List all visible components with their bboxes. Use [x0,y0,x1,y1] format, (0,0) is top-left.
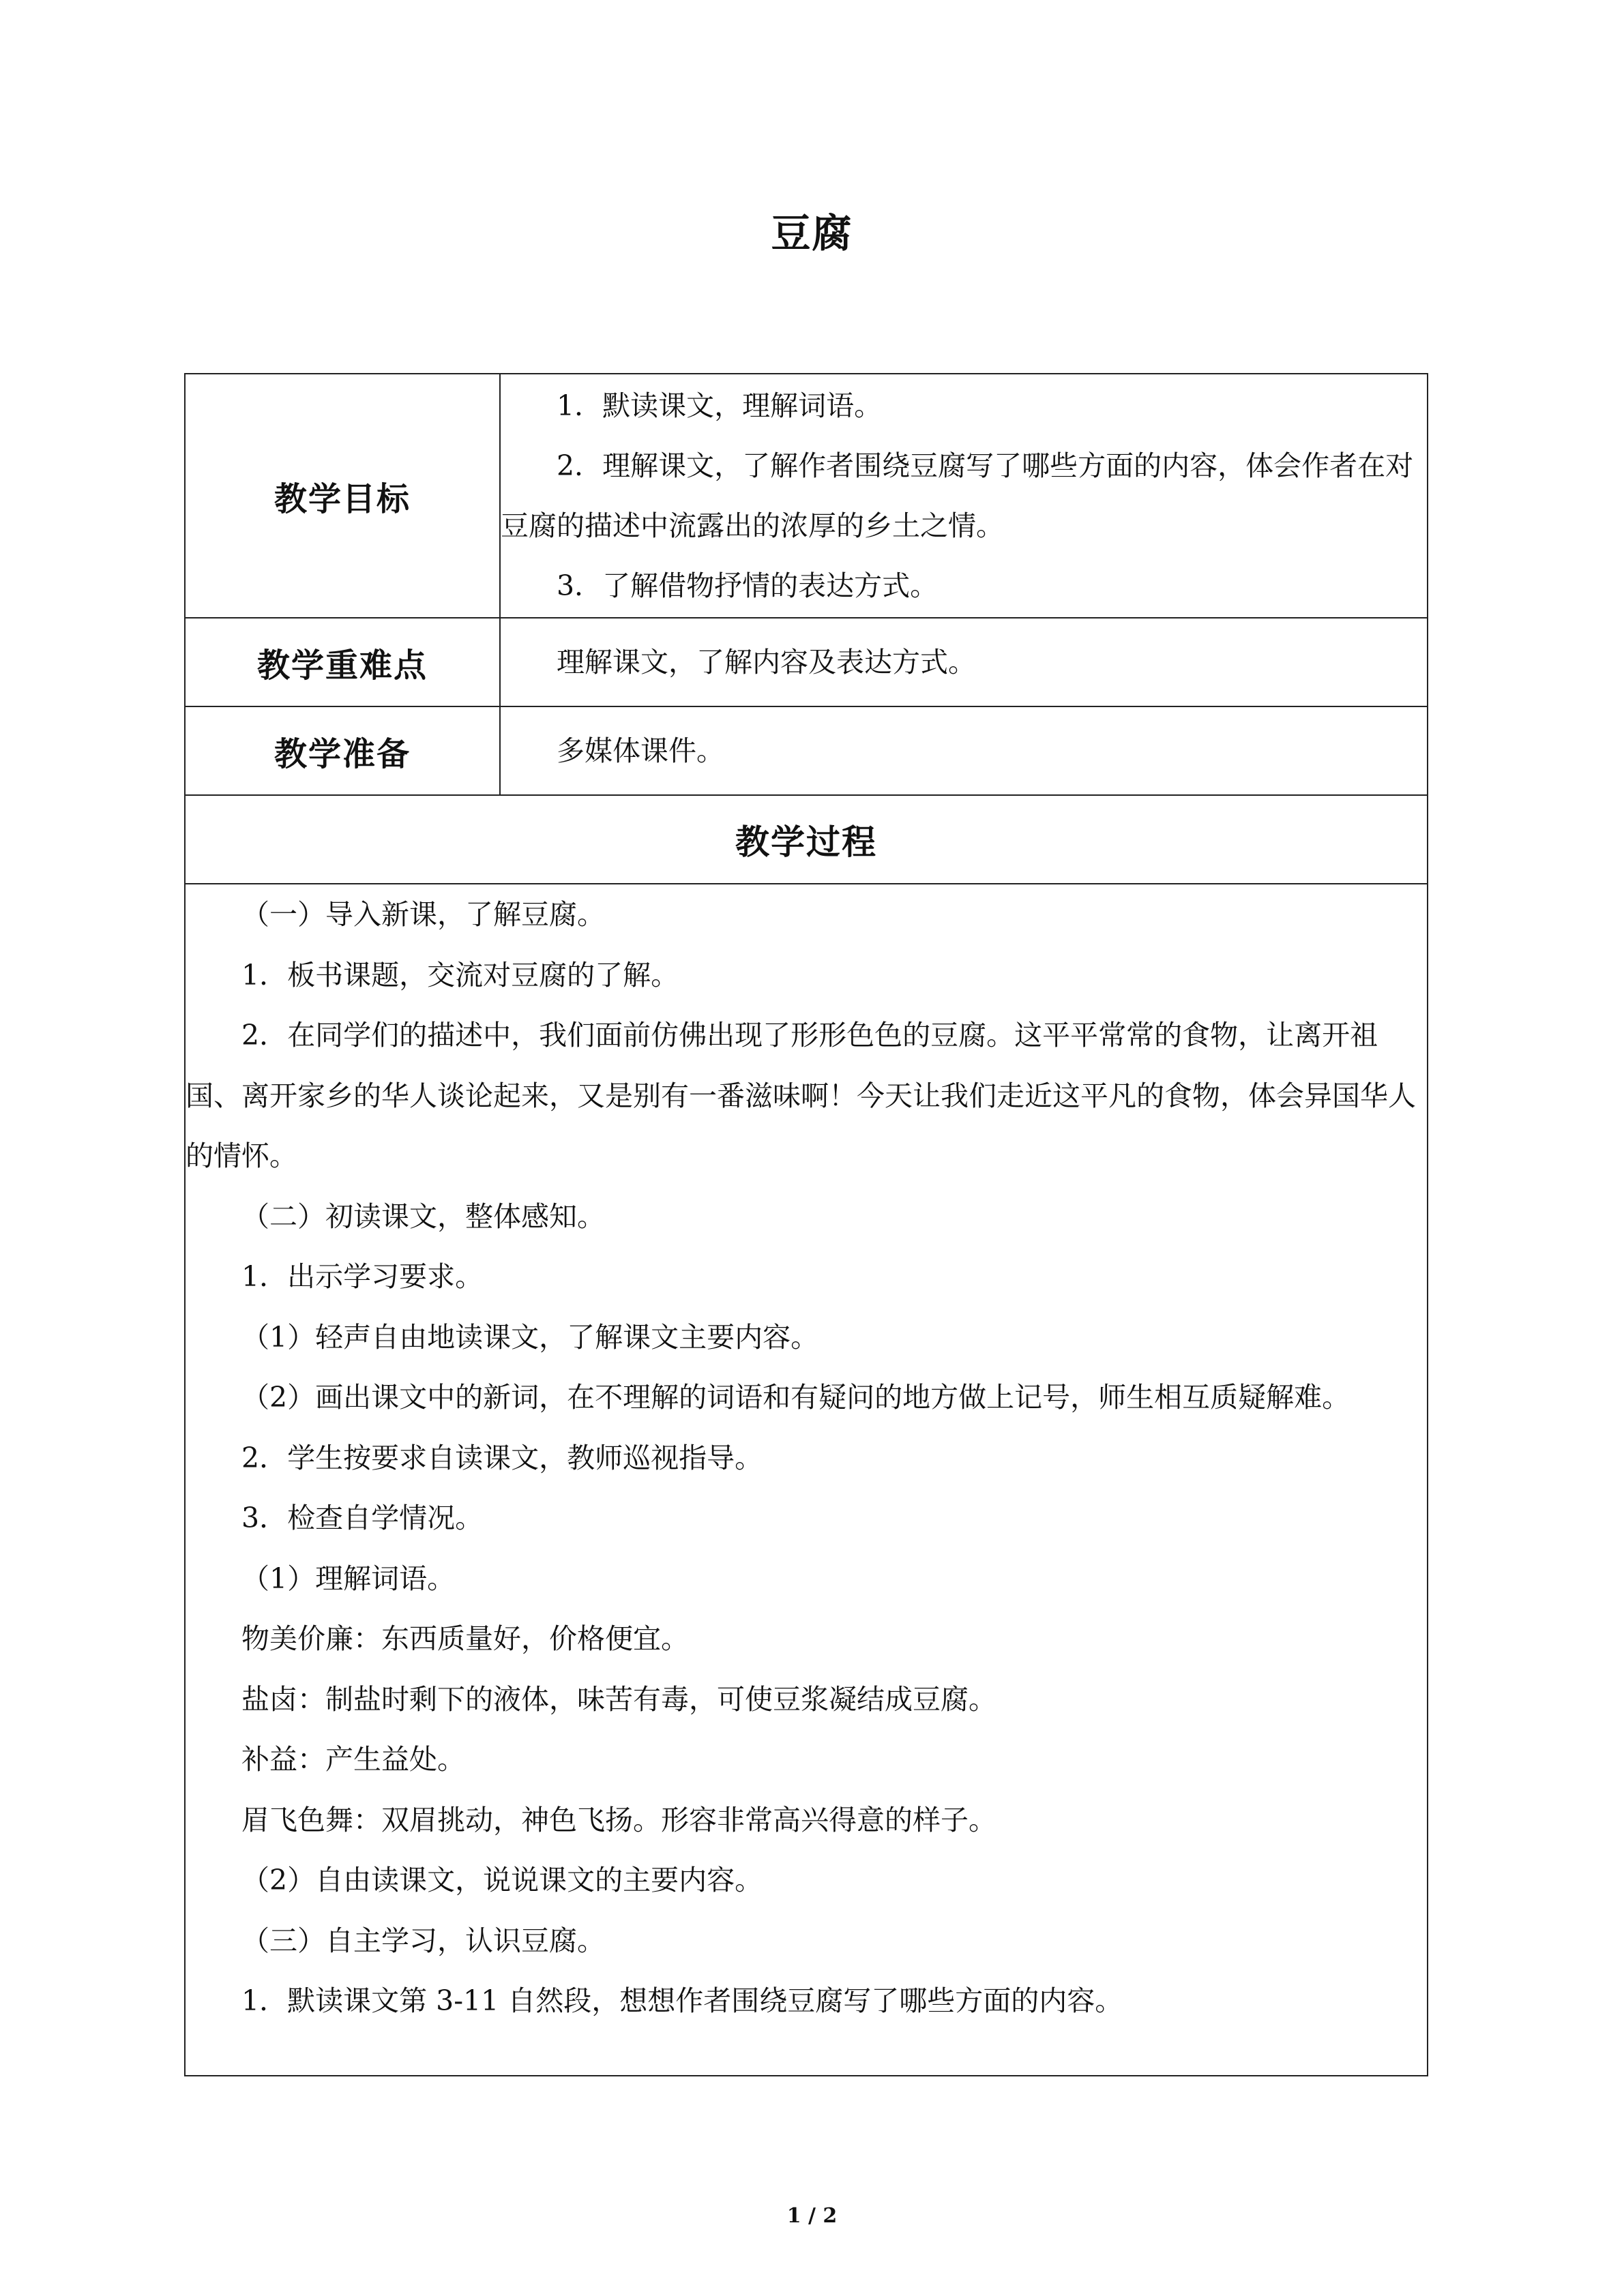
preparation-text: 多媒体课件。 [557,734,724,767]
lesson-plan-table [184,373,1428,2076]
key-points-content [500,618,1428,706]
process-paragraph: （三）自主学习，认识豆腐。 [241,1924,605,1957]
preparation-label: 教学准备 [185,706,500,795]
goal-item-3: 3．了解借物抒情的表达方式。 [557,569,939,602]
process-paragraph: 补益：产生益处。 [241,1743,465,1776]
page-title: 豆腐 [771,210,853,256]
process-heading: 教学过程 [185,795,1428,884]
goal-item-2: 2．理解课文，了解作者围绕豆腐写了哪些方面的内容，体会作者在对豆腐的描述中流露出的浓厚的乡土之情。 [501,449,1414,542]
page-number: 1 / 2 [786,2204,838,2228]
process-paragraph: 物美价廉：东西质量好，价格便宜。 [241,1622,689,1655]
goal-item-1: 1．默读课文，理解词语。 [557,389,883,422]
process-paragraph: 2．学生按要求自读课文，教师巡视指导。 [241,1441,763,1474]
process-paragraph: 盐卤：制盐时剩下的液体，味苦有毒，可使豆浆凝结成豆腐。 [241,1682,996,1716]
process-paragraph: （1）轻声自由地读课文，了解课文主要内容。 [241,1320,819,1354]
process-paragraph: 2．在同学们的描述中，我们面前仿佛出现了形形色色的豆腐。这平平常常的食物，让离开祖国、离开家乡的华人谈论起来，又是别有一番滋味啊！今天让我们走近这平凡的食物，体会异国华人的情怀。 [186,1019,1416,1172]
process-paragraph: 3．检查自学情况。 [241,1502,484,1534]
process-paragraph: （2）自由读课文，说说课文的主要内容。 [241,1864,763,1896]
goals-label: 教学目标 [185,374,500,618]
key-points-label: 教学重难点 [185,618,500,706]
process-paragraph: 1．默读课文第 3-11 自然段，想想作者围绕豆腐写了哪些方面的内容。 [241,1984,1123,2017]
key-points-row [185,618,1428,706]
process-paragraph: （1）理解词语。 [241,1562,456,1595]
process-paragraph: （一）导入新课，了解豆腐。 [241,898,605,931]
process-paragraph: 1．出示学习要求。 [241,1260,484,1293]
process-heading-row [185,795,1428,884]
process-paragraph: 眉飞色舞：双眉挑动，神色飞扬。形容非常高兴得意的样子。 [241,1803,996,1836]
goals-content [500,374,1428,618]
process-paragraph: （2）画出课文中的新词，在不理解的词语和有疑问的地方做上记号，师生相互质疑解难。 [241,1381,1350,1414]
process-paragraph: （二）初读课文，整体感知。 [241,1199,605,1233]
goals-row [185,374,1428,618]
preparation-row [185,706,1428,795]
process-body-row [185,884,1428,2076]
process-content [185,884,1428,2076]
preparation-content [500,706,1428,795]
key-points-text: 理解课文，了解内容及表达方式。 [557,646,976,679]
process-paragraph: 1．板书课题，交流对豆腐的了解。 [241,958,679,992]
